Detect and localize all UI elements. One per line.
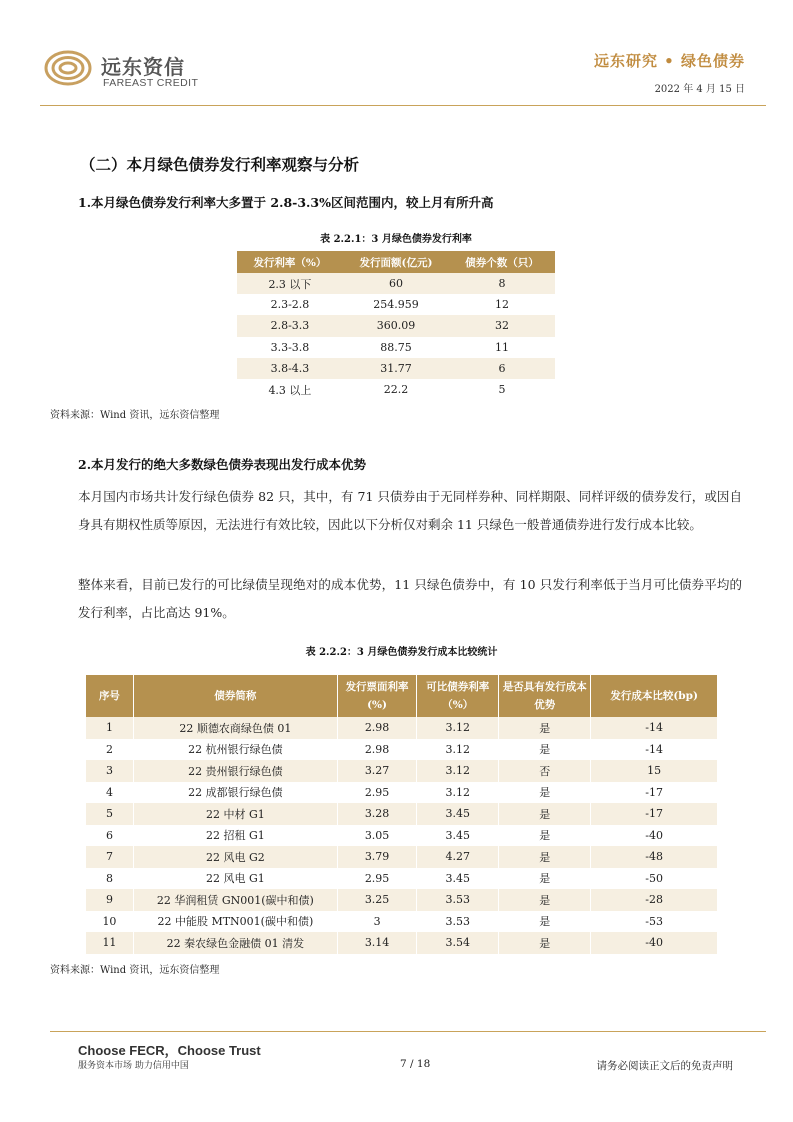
table-cell: 2.95 xyxy=(337,868,416,890)
fareast-credit-logo-icon xyxy=(44,50,92,86)
table-cell: 9 xyxy=(86,889,133,911)
table-cell: 3.12 xyxy=(417,717,499,739)
table-header-cell: 发行面额(亿元) xyxy=(343,251,449,273)
footer-disclaimer: 请务必阅读正文后的免责声明 xyxy=(596,1060,733,1072)
table-cell: 22 风电 G1 xyxy=(133,868,337,890)
table-cell: 22 杭州银行绿色债 xyxy=(133,739,337,761)
table-row xyxy=(237,315,555,336)
table-cell: 是 xyxy=(499,932,591,954)
table-cell: 是 xyxy=(499,782,591,804)
table-cell: 是 xyxy=(499,889,591,911)
section-title: （二）本月绿色债券发行利率观察与分析 xyxy=(80,155,360,174)
table-header-cell: 债券简称 xyxy=(133,675,337,717)
table-cell: 3 xyxy=(86,760,133,782)
table-header-row xyxy=(237,251,555,273)
table-cell: 2.98 xyxy=(337,739,416,761)
table-cell: 10 xyxy=(86,911,133,933)
table-row xyxy=(86,760,717,782)
table-cell: -40 xyxy=(591,825,717,847)
table-row xyxy=(86,739,717,761)
table-row xyxy=(86,846,717,868)
table-cell: 2.3-2.8 xyxy=(237,294,343,315)
table-cell: 12 xyxy=(449,294,555,315)
table-cell: 3.28 xyxy=(337,803,416,825)
table-cell: 4.27 xyxy=(417,846,499,868)
table-cell: 22 顺德农商绿色债 01 xyxy=(133,717,337,739)
issue-rate-table xyxy=(237,251,555,400)
table-cell: 3.8-4.3 xyxy=(237,358,343,379)
table-cell: 3.54 xyxy=(417,932,499,954)
table2-source: 资料来源：Wind 资讯，远东资信整理 xyxy=(50,965,220,976)
table-row xyxy=(86,825,717,847)
table-cell: 8 xyxy=(86,868,133,890)
paragraph-1-text: 本月国内市场共计发行绿色债券 82 只，其中，有 71 只债券由于无同样券种、同样期限、同样评级的债券发行，或因自身具有期权性质等原因，无法进行有效比较，因此以下分析仅对剩余 11 只绿色一般普通债券进行发行成本比较。 xyxy=(78,489,742,532)
table-header-cell: 可比债券利率（%） xyxy=(417,675,499,717)
table-row xyxy=(86,717,717,739)
table-row xyxy=(86,782,717,804)
table-cell: 22.2 xyxy=(343,379,449,400)
table-cell: 2.98 xyxy=(337,717,416,739)
table-cell: 22 成都银行绿色债 xyxy=(133,782,337,804)
table-row xyxy=(86,868,717,890)
table-cell: -50 xyxy=(591,868,717,890)
table-cell: 4.3 以上 xyxy=(237,379,343,400)
table-cell: 是 xyxy=(499,739,591,761)
table-cell: 2.95 xyxy=(337,782,416,804)
table-cell: 22 风电 G2 xyxy=(133,846,337,868)
table-cell: 否 xyxy=(499,760,591,782)
table-cell: 5 xyxy=(449,379,555,400)
table-cell: 3.45 xyxy=(417,803,499,825)
table-cell: 11 xyxy=(86,932,133,954)
table-cell: 360.09 xyxy=(343,315,449,336)
footer-tagline: 服务资本市场 助力信用中国 xyxy=(78,1061,189,1071)
table-cell: 3.25 xyxy=(337,889,416,911)
table-header-cell: 是否具有发行成本优势 xyxy=(499,675,591,717)
table-row xyxy=(86,803,717,825)
table-cell: 254.959 xyxy=(343,294,449,315)
table-cell: 3.3-3.8 xyxy=(237,337,343,358)
table-cell: 是 xyxy=(499,868,591,890)
table-cell: 5 xyxy=(86,803,133,825)
table-cell: 11 xyxy=(449,337,555,358)
table-cell: 22 招租 G1 xyxy=(133,825,337,847)
table-cell: 3.53 xyxy=(417,889,499,911)
table-header-cell: 债券个数（只） xyxy=(449,251,555,273)
table-cell: -48 xyxy=(591,846,717,868)
table-cell: 2.8-3.3 xyxy=(237,315,343,336)
table-cell: 4 xyxy=(86,782,133,804)
header-date: 2022 年 4 月 15 日 xyxy=(654,84,745,95)
table-cell: 88.75 xyxy=(343,337,449,358)
table-cell: 3.12 xyxy=(417,782,499,804)
table-cell: 32 xyxy=(449,315,555,336)
table-header-cell: 发行利率（%） xyxy=(237,251,343,273)
table-cell: 2 xyxy=(86,739,133,761)
table-cell: -28 xyxy=(591,889,717,911)
table-header-row xyxy=(86,675,717,717)
table-cell: 是 xyxy=(499,825,591,847)
logo-english-name: FAREAST CREDIT xyxy=(103,77,199,89)
table1-source: 资料来源：Wind 资讯，远东资信整理 xyxy=(50,410,220,421)
subsection-2-title: 2.本月发行的绝大多数绿色债券表现出发行成本优势 xyxy=(78,457,367,472)
table-row xyxy=(237,273,555,294)
table-cell: 22 中材 G1 xyxy=(133,803,337,825)
table-cell: 31.77 xyxy=(343,358,449,379)
table-cell: 8 xyxy=(449,273,555,294)
table-row xyxy=(237,379,555,400)
table-cell: 2.3 以下 xyxy=(237,273,343,294)
page-number: 7 / 18 xyxy=(400,1058,431,1070)
table-cell: 是 xyxy=(499,846,591,868)
table-row xyxy=(237,358,555,379)
subsection-1-title: 1.本月绿色债券发行利率大多置于 2.8-3.3%区间范围内，较上月有所升高 xyxy=(78,195,494,210)
header-title: 远东研究 • 绿色债券 xyxy=(593,52,745,70)
table-cell: 是 xyxy=(499,717,591,739)
table-cell: 7 xyxy=(86,846,133,868)
table-cell: -17 xyxy=(591,803,717,825)
table-row xyxy=(86,889,717,911)
table-cell: 60 xyxy=(343,273,449,294)
table1-caption: 表 2.2.1：3 月绿色债券发行利率 xyxy=(320,234,472,245)
table-row xyxy=(237,294,555,315)
table-row xyxy=(86,932,717,954)
footer-divider xyxy=(50,1031,766,1032)
table-cell: 3.79 xyxy=(337,846,416,868)
table-cell: 3.12 xyxy=(417,760,499,782)
table-cell: -17 xyxy=(591,782,717,804)
table-cell: 6 xyxy=(86,825,133,847)
table-header-cell: 序号 xyxy=(86,675,133,717)
paragraph-1 xyxy=(78,483,742,539)
table-cell: 是 xyxy=(499,803,591,825)
table-cell: 3 xyxy=(337,911,416,933)
table-cell: 3.45 xyxy=(417,868,499,890)
table2-caption: 表 2.2.2：3 月绿色债券发行成本比较统计 xyxy=(305,647,498,658)
paragraph-2 xyxy=(78,571,742,627)
table-cell: 3.45 xyxy=(417,825,499,847)
paragraph-2-text: 整体来看，目前已发行的可比绿债呈现绝对的成本优势，11 只绿色债券中，有 10 只发行利率低于当月可比债券平均的发行利率，占比高达 91%。 xyxy=(78,577,742,620)
logo-chinese-name: 远东资信 xyxy=(101,55,185,79)
table-cell: 3.14 xyxy=(337,932,416,954)
table-cell: 3.12 xyxy=(417,739,499,761)
table-cell: -14 xyxy=(591,717,717,739)
footer-slogan: Choose FECR，Choose Trust xyxy=(78,1043,261,1058)
table-cell: 是 xyxy=(499,911,591,933)
table-cell: 6 xyxy=(449,358,555,379)
header-divider xyxy=(40,105,766,106)
table-header-cell: 发行成本比较(bp) xyxy=(591,675,717,717)
table-header-cell: 发行票面利率(%) xyxy=(337,675,416,717)
table-cell: 15 xyxy=(591,760,717,782)
table-row xyxy=(86,911,717,933)
table-cell: 22 中能股 MTN001(碳中和债) xyxy=(133,911,337,933)
table-cell: 22 秦农绿色金融债 01 清发 xyxy=(133,932,337,954)
table-cell: 3.05 xyxy=(337,825,416,847)
table-row xyxy=(237,337,555,358)
table-cell: -14 xyxy=(591,739,717,761)
table-cell: 22 贵州银行绿色债 xyxy=(133,760,337,782)
cost-comparison-table xyxy=(86,675,717,954)
table-cell: 1 xyxy=(86,717,133,739)
table-cell: 22 华润租赁 GN001(碳中和债) xyxy=(133,889,337,911)
table-cell: -40 xyxy=(591,932,717,954)
table-cell: 3.27 xyxy=(337,760,416,782)
table-cell: -53 xyxy=(591,911,717,933)
table-cell: 3.53 xyxy=(417,911,499,933)
